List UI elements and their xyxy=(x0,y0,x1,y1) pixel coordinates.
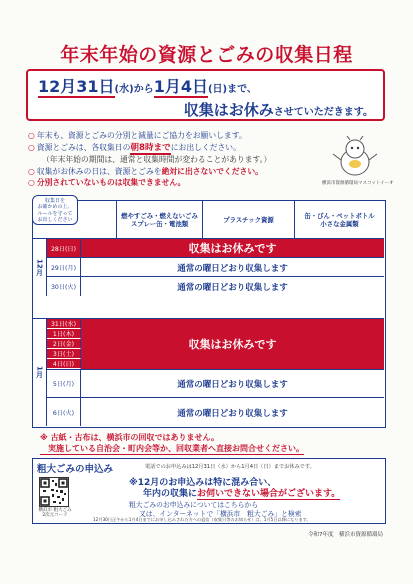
banner-closed: 収集はお休み xyxy=(183,101,274,119)
page-title: 年末年始の資源とごみの収集日程 xyxy=(60,44,353,66)
bubble-line: お出しください xyxy=(37,216,73,223)
qr-caption-text: 横浜市 粗大ごみ 2次元コード xyxy=(38,508,72,518)
notice-line: 実施している自治会・町内会等か、回収業者へ直接お問合せください。 xyxy=(40,443,304,455)
day-cell: 1日(木) xyxy=(47,329,81,339)
oversize-warning-emphasis: お伺いできない場合がございます。 xyxy=(197,489,341,499)
note-text: にお出しください。 xyxy=(170,142,241,152)
note-item xyxy=(28,154,328,166)
banner-end-date: 1月4日 xyxy=(153,77,208,96)
month-label: 12月 xyxy=(33,238,47,296)
schedule-table xyxy=(32,200,386,428)
oversize-reply-note: 12月30日正午から1月4日までにお申し込みされた方への返信（収集日等のお知らせ）は、1月5日以降になります。 xyxy=(93,517,311,522)
banner-end-weekday: (日) xyxy=(207,84,228,95)
oversize-info-line: 粗大ごみのお申込みについてはこちらから xyxy=(129,501,259,509)
day-cell: 6日(火) xyxy=(47,397,81,426)
oversize-warning-2 xyxy=(143,486,340,499)
oversize-phone-note: 電話でのお申込みは12月31日（水）から1月4日（日）までお休みです。 xyxy=(145,464,315,470)
notes-list xyxy=(28,130,328,189)
note-item xyxy=(28,166,328,178)
banner-start-weekday: (水) xyxy=(114,84,134,95)
mascot-illustration xyxy=(330,136,380,178)
bubble-line: お確かめの上、 xyxy=(37,204,73,211)
bubble-line: ルールを守って xyxy=(37,210,73,217)
oversize-warning-text: 年内の収集に xyxy=(143,489,198,499)
column-header-burnable: 燃やすごみ・燃えないごみ スプレー缶・電池類 xyxy=(116,201,202,238)
note-item xyxy=(28,130,328,142)
footer-issuer: 令和7年度 横浜市資源循環局 xyxy=(307,532,383,538)
banner-start-date: 12月31日 xyxy=(38,77,115,96)
month-label: 1月 xyxy=(33,318,47,426)
banner-from: から xyxy=(133,84,154,95)
note-item xyxy=(28,142,328,155)
qr-caption xyxy=(35,508,75,518)
note-warning: 分別されていないものは収集できません。 xyxy=(36,178,186,187)
circle-bullet-icon: ○ xyxy=(28,178,35,187)
day-cell: 5日(月) xyxy=(47,369,81,397)
note-deadline: 朝8時まで xyxy=(130,142,171,153)
oversize-search-line: 又は、インターネットで「横浜市 粗大ごみ」と検索 xyxy=(139,510,302,518)
paper-recycling-notice xyxy=(40,432,304,455)
closed-row: 収集はお休みです xyxy=(81,239,384,257)
notice-line: ※ 古紙・古布は、横浜市の回収ではありません。 xyxy=(40,433,220,442)
day-cell: 3日(土) xyxy=(47,349,81,359)
note-text: 資源とごみは、各収集日の xyxy=(36,142,131,152)
day-cell: 29日(月) xyxy=(47,257,81,276)
reminder-bubble xyxy=(32,195,78,225)
oversize-warning-1: ※12月のお申込みは特に混み合い、 xyxy=(129,478,277,488)
note-text: （年末年始の期間は、通常と収集時間が変わることがあります。） xyxy=(42,155,272,164)
column-header-cans: 缶・びん・ペットボトル 小さな金属類 xyxy=(294,201,384,238)
note-text: 年末も、資源とごみの分別と減量にご協力をお願いします。 xyxy=(36,131,247,140)
day-cell: 28日(日) xyxy=(47,239,81,257)
normal-row: 通常の曜日どおり収集します xyxy=(81,276,384,297)
day-cell: 31日(水) xyxy=(47,319,81,329)
bubble-line: 収集日を xyxy=(44,198,65,204)
holiday-banner xyxy=(26,69,385,121)
note-item xyxy=(28,177,328,189)
banner-until: まで、 xyxy=(227,84,257,95)
normal-row: 通常の曜日どおり収集します xyxy=(81,397,384,427)
normal-row: 通常の曜日どおり収集します xyxy=(81,369,384,398)
oversize-garbage-box xyxy=(32,458,386,524)
qr-code-icon[interactable] xyxy=(39,477,69,507)
banner-apology: させていただきます。 xyxy=(273,107,373,118)
banner-line-2 xyxy=(184,99,373,120)
day-cell: 30日(火) xyxy=(47,276,81,296)
closed-row: 収集はお休みです xyxy=(81,319,384,369)
circle-bullet-icon: ○ xyxy=(28,166,35,176)
circle-bullet-icon: ○ xyxy=(28,142,35,152)
column-header-plastic: プラスチック資源 xyxy=(202,201,294,238)
day-cell: 2日(金) xyxy=(47,339,81,349)
circle-bullet-icon: ○ xyxy=(28,131,35,140)
oversize-title: 粗大ごみの申込み xyxy=(37,464,114,475)
note-warning: 絶対に出さないでください。 xyxy=(161,166,263,176)
normal-row: 通常の曜日どおり収集します xyxy=(81,257,384,277)
banner-line-1 xyxy=(38,74,257,97)
mascot-caption: 横浜市資源循環局マスコットイーオ xyxy=(322,181,394,186)
note-text: 収集がお休みの日は、資源とごみを xyxy=(36,166,162,176)
day-cell: 4日(日) xyxy=(47,359,81,369)
